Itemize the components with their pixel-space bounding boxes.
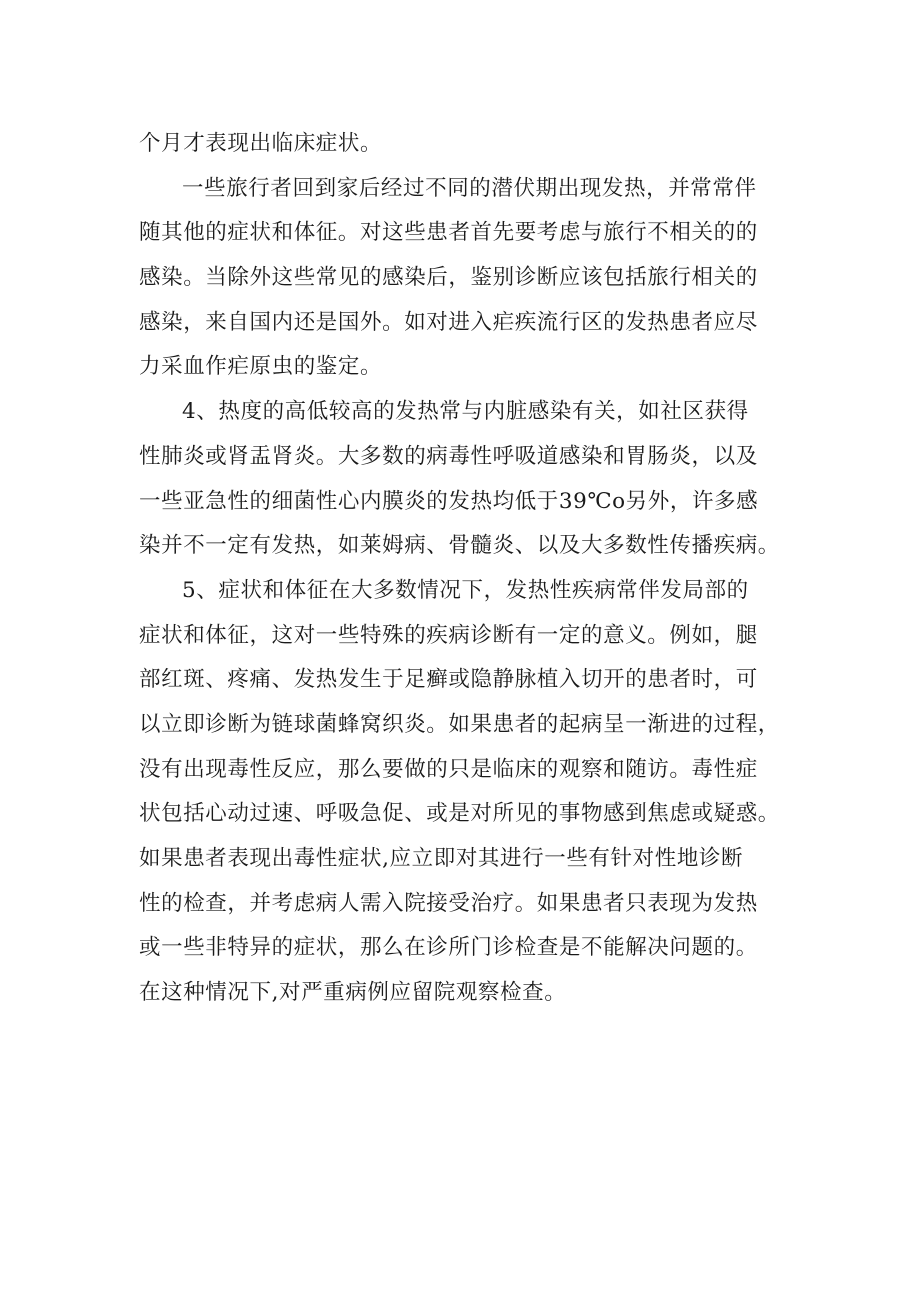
text-line: 性肺炎或肾盂肾炎。大多数的病毒性呼吸道感染和胃肠炎，以及 [139,443,758,469]
text-line: 个月才表现出临床症状。 [139,131,383,156]
text-line: 一些亚急性的细菌性心内膜炎的发热均低于39℃o另外，许多感 [139,488,759,514]
text-line: 5、症状和体征在大多数情况下，发热性疾病常伴发局部的 [182,577,749,603]
text-line: 染并不一定有发热，如莱姆病、骨髓炎、以及大多数性传播疾病。 [139,533,780,559]
text-line: 部红斑、疼痛、发热发生于足癣或隐静脉植入切开的患者时，可 [139,667,758,693]
document-body-text [139,122,784,1016]
text-line: 症状和体征，这对一些特殊的疾病诊断有一定的意义。例如，腿 [139,622,758,648]
text-line: 或一些非特异的症状，那么在诊所门诊检查是不能解决问题的。 [139,935,758,961]
text-line: 随其他的症状和体征。对这些患者首先要考虑与旅行不相关的的 [139,220,758,246]
text-line: 状包括心动过速、呼吸急促、或是对所见的事物感到焦虑或疑惑。 [139,801,780,827]
text-line: 性的检查，并考虑病人需入院接受治疗。如果患者只表现为发热 [139,890,758,916]
text-line: 一些旅行者回到家后经过不同的潜伏期出现发热，并常常伴 [182,175,757,201]
text-line: 没有出现毒性反应，那么要做的只是临床的观察和随访。毒性症 [139,756,758,782]
text-line: 力采血作疟原虫的鉴定。 [139,354,383,380]
text-line: 以立即诊断为链球菌蜂窝织炎。如果患者的起病呈一渐进的过程， [139,711,780,737]
text-line: 4、热度的高低较高的发热常与内脏感染有关，如社区获得 [182,399,749,425]
text-line: 如果患者表现出毒性症状,应立即对其进行一些有针对性地诊断 [139,846,744,871]
text-line: 感染。当除外这些常见的感染后，鉴别诊断应该包括旅行相关的 [139,265,758,291]
text-line: 感染，来自国内还是国外。如对进入疟疾流行区的发热患者应尽 [139,309,758,335]
text-line: 在这种情况下,对严重病例应留院观察检查。 [139,980,567,1006]
